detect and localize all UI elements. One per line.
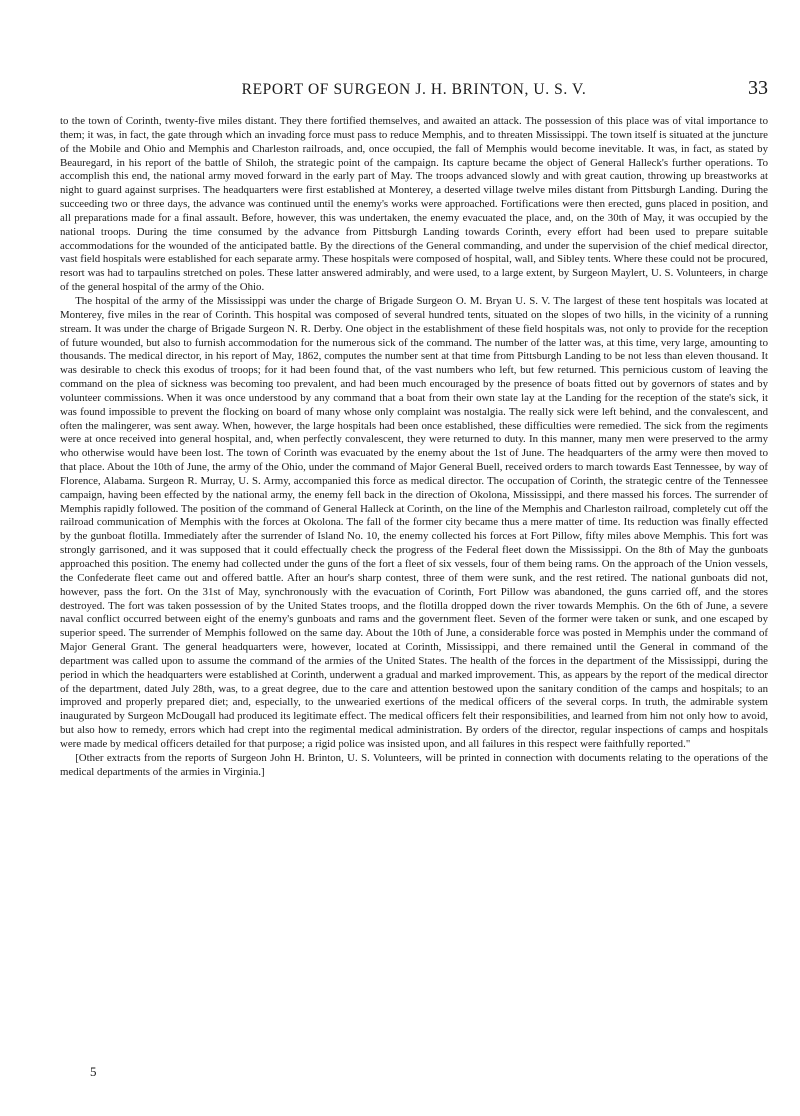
body-text — [60, 115, 768, 780]
page-number: 33 — [748, 77, 768, 99]
signature-mark: 5 — [90, 1064, 97, 1079]
paragraph: The hospital of the army of the Mississippi was under the charge of Brigade Surgeon O. M. Bryan U. S. V. The largest of these tent hospitals was located at Monterey, five miles in the rear of Corinth. This hospital was composed of several hundred tents, situated on the slopes of two hills, in the vicinity of a running stream. It was under the charge of Brigade Surgeon N. R. Derby. One object in the establishment of these field hospitals was, not only to provide for the reception of future wounded, but also to furnish accommodation for the numerous sick of the command. The number of the latter was, at this time, very large, amounting to thousands. The medical director, in his report of May, 1862, computes the number sent at that time from Pittsburgh Landing to be not less than eleven thousand. It was desirable to check this exodus of troops; for it had been found that, of the vast numbers who left, but few returned. This pernicious custom of leaving the command on the plea of sickness was becoming too prevalent, and had been much encouraged by the presence of boats fitted out by governors of states and by volunteer commissions. When it was once understood by any command that a boat from their own state lay at the Landing for the reception of the state's sick, it was found impossible to prevent the flocking on board of many whose only complaint was nostalgia. The really sick were left behind, and the convalescent, and often the malingerer, was sent away. When, however, the large hospitals had been once established, these difficulties were remedied. The sick from the regiments were at once received into general hospital, and, when perfectly convalescent, they were returned to duty. In this manner, many men were preserved to the army who otherwise would have been lost. The town of Corinth was evacuated by the enemy about the 1st of June. The headquarters of the army were then moved to that place. About the 10th of June, the army of the Ohio, under the command of Major General Buell, received orders to march towards East Tennessee, by way of Florence, Alabama. Surgeon R. Murray, U. S. Army, accompanied this force as medical director. The occupation of Corinth, the strategic centre of the Tennessee campaign, having been effected by the national army, the enemy fell back in the direction of Okolona, Mississippi, and there massed his forces. The surrender of Memphis rapidly followed. The position of the command of General Halleck at Corinth, on the line of the Memphis and Charleston railroad, completely cut off the railroad communication of Memphis with the forces at Okolona. The fall of the former city became thus a mere matter of time. Its reduction was finally effected by the gunboat flotilla. Immediately after the surrender of Island No. 10, the enemy collected his forces at Fort Pillow, fifty miles above Memphis. This fort was strongly garrisoned, and it was supposed that it could effectually check the progress of the Federal fleet down the Mississippi. On the 8th of May the gunboats approached this position. The enemy had collected under the guns of the fort a fleet of six vessels, four of them being rams. On the approach of the Union vessels, the Confederate fleet came out and offered battle. After an hour's sharp contest, three of them were sunk, and the rest retired. The national gunboats did not, however, pass the fort. On the 31st of May, synchronously with the evacuation of Corinth, Fort Pillow was abandoned, the guns carried off, and the stores destroyed. The fort was taken possession of by the United States troops, and the flotilla dropped down the river towards Memphis. On the 6th of June, a severe naval conflict occurred between eight of the enemy's gunboats and rams and the government fleet. Seven of the former were taken or sunk, and one escaped by superior speed. The surrender of Memphis followed on the same day. About the 10th of June, a considerable force was posted in Memphis under the command of Major General Grant. The general headquarters were, however, located at Corinth, Mississippi, and there remained until the General in command of the department was called upon to assume the command of the armies of the United States. The health of the forces in the department of the Mississippi, during the period in which the headquarters were established at Corinth, underwent a gradual and marked improvement. This, as appears by the report of the medical director of the department, dated July 28th, was, to a great degree, due to the care and attention bestowed upon the sanitary condition of the camps and hospitals; to an improved and properly prepared diet; and, especially, to the unwearied exertions of the medical officers of the several corps. In truth, the admirable system inaugurated by Surgeon McDougall had produced its legitimate effect. The medical officers felt their responsibilities, and learned from him not only how to avoid, but also how to remedy, errors which had crept into the regimental medical administration. By orders of the director, regular inspections of camps and hospitals were made by medical officers detailed for that purpose; a rigid police was insisted upon, and all failures in this respect were faithfully reported." — [60, 294, 768, 750]
running-head: REPORT OF SURGEON J. H. BRINTON, U. S. V. — [241, 81, 587, 98]
paragraph: to the town of Corinth, twenty-five miles distant. They there fortified themselves, and awaited an attack. The possession of this place was of vital importance to them; it was, in fact, the gate through which an invading force must pass to reduce Memphis, and to threaten Mississippi. The town itself is situated at the juncture of the Mobile and Ohio and Memphis and Charleston railroads, and, once occupied, the fall of Memphis would become inevitable. It was, in fact, as stated by Beauregard, in his report of the battle of Shiloh, the strategic point of the campaign. Its capture became the object of General Halleck's further operations. To accomplish this end, the national army moved forward in the early part of May. The troops advanced slowly and with great caution, throwing up breastworks at night to guard against surprises. The headquarters were first established at Monterey, a deserted village twelve miles distant from Pittsburgh Landing. During the succeeding two or three days, the advance was continued until the enemy's works were approached. Fortifications were then erected, guns placed in position, and all preparations made for a final assault. Before, however, this was undertaken, the enemy evacuated the place, and, on the 30th of May, it was occupied by the national troops. During the time consumed by the advance from Pittsburgh Landing towards Corinth, every effort had been used to prepare suitable accommodations for the wounded of the anticipated battle. By the directions of the General commanding, and under the supervision of the chief medical director, vast field hospitals were established for each separate army. These hospitals were composed of hospital, wall, and Sibley tents. Where these could not be procured, resort was had to tarpaulins stretched on poles. These latter answered admirably, and were used, to a large extent, by Surgeon Maylert, U. S. Volunteers, in charge of the general hospital of the army of the Ohio. — [60, 115, 768, 294]
paragraph: [Other extracts from the reports of Surgeon John H. Brinton, U. S. Volunteers, will be printed in connection with documents relating to the operations of the medical departments of the armies in Virginia.] — [60, 751, 768, 778]
page-header — [60, 77, 768, 105]
